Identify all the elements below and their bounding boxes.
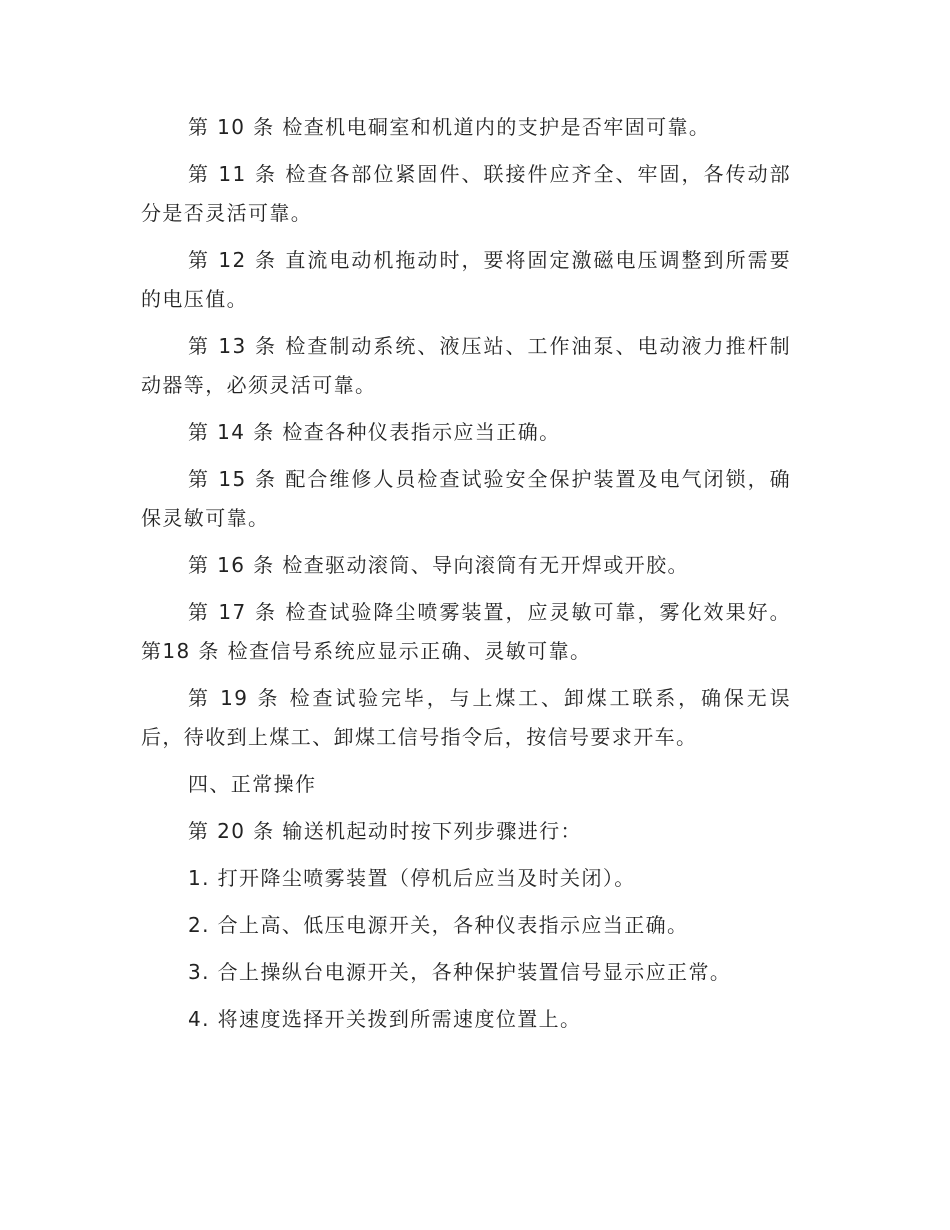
article-17-18: 第 17 条 检查试验降尘喷雾装置，应灵敏可靠，雾化效果好。第18 条 检查信号系统应显示正确、灵敏可靠。 [141, 600, 791, 663]
step-3: 3. 合上操纵台电源开关，各种保护装置信号显示应正常。 [188, 960, 732, 984]
article-10: 第 10 条 检查机电硐室和机道内的支护是否牢固可靠。 [188, 115, 711, 139]
article-11: 第 11 条 检查各部位紧固件、联接件应齐全、牢固，各传动部分是否灵活可靠。 [141, 162, 791, 225]
article-16: 第 16 条 检查驱动滚筒、导向滚筒有无开焊或开胶。 [188, 553, 689, 577]
step-4: 4. 将速度选择开关拨到所需速度位置上。 [188, 1007, 582, 1031]
step-1: 1. 打开降尘喷雾装置（停机后应当及时关闭）。 [188, 866, 636, 890]
document-body [141, 108, 791, 1047]
article-12: 第 12 条 直流电动机拖动时，要将固定激磁电压调整到所需要的电压值。 [141, 248, 791, 311]
article-15: 第 15 条 配合维修人员检查试验安全保护装置及电气闭锁，确保灵敏可靠。 [141, 467, 791, 530]
step-2: 2. 合上高、低压电源开关，各种仪表指示应当正确。 [188, 913, 689, 937]
article-19: 第 19 条 检查试验完毕，与上煤工、卸煤工联系，确保无误后，待收到上煤工、卸煤工信号指令后，按信号要求开车。 [141, 686, 791, 749]
article-14: 第 14 条 检查各种仪表指示应当正确。 [188, 420, 561, 444]
article-20: 第 20 条 输送机起动时按下列步骤进行： [188, 819, 582, 843]
article-13: 第 13 条 检查制动系统、液压站、工作油泵、电动液力推杆制动器等，必须灵活可靠。 [141, 334, 791, 397]
section-heading: 四、正常操作 [188, 772, 317, 796]
